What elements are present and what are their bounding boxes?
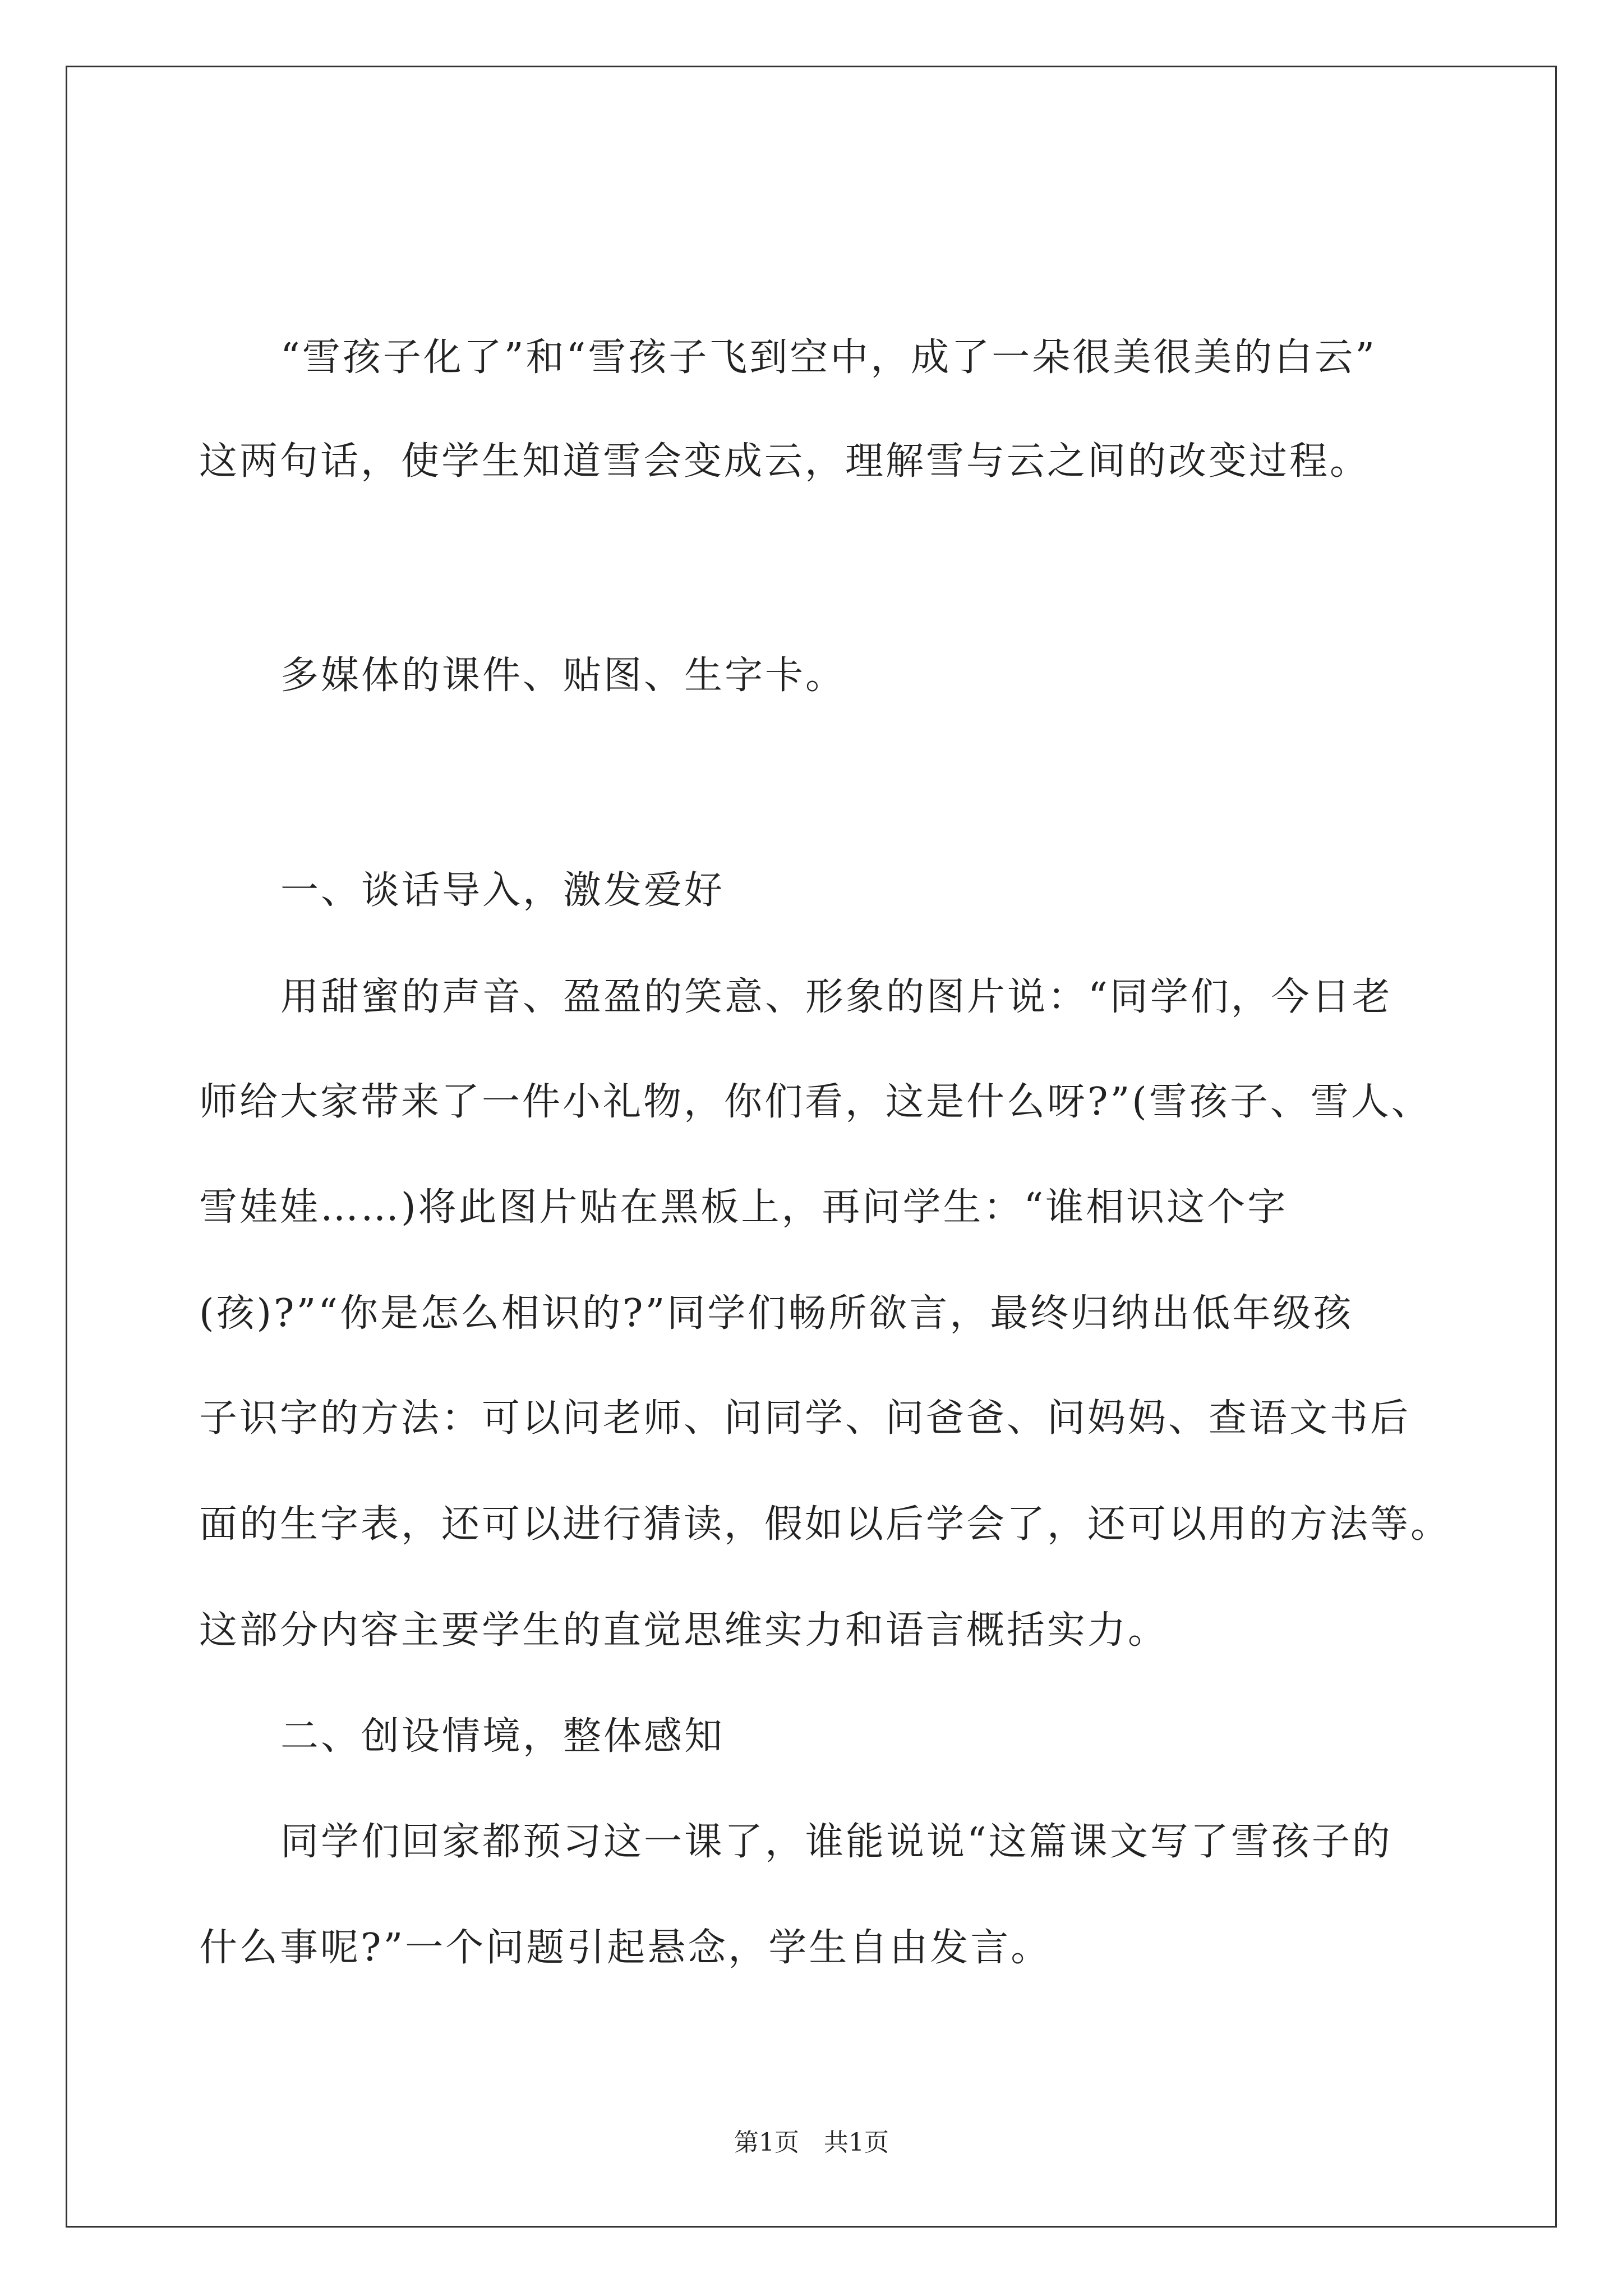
paragraph-3-line-5: 子识字的方法：可以问老师、问同学、问爸爸、问妈妈、查语文书后 (199, 1396, 1411, 1441)
paragraph-3-line-3: 雪娃娃……)将此图片贴在黑板上，再问学生：“谁相识这个字 (199, 1185, 1288, 1230)
paragraph-3-line-2: 师给大家带来了一件小礼物，你们看，这是什么呀?”(雪孩子、雪人、 (199, 1080, 1432, 1124)
paragraph-1-line-2: 这两句话，使学生知道雪会变成云，理解雪与云之间的改变过程。 (199, 439, 1371, 484)
page-border (66, 66, 1557, 2228)
page-footer: 第1页 共1页 (734, 2128, 889, 2157)
paragraph-3-line-1: 用甜蜜的声音、盈盈的笑意、形象的图片说：“同学们，今日老 (280, 975, 1393, 1019)
paragraph-3-line-6: 面的生字表，还可以进行猜读，假如以后学会了，还可以用的方法等。 (199, 1502, 1451, 1547)
paragraph-1-line-1: “雪孩子化了”和“雪孩子飞到空中，成了一朵很美很美的白云” (280, 335, 1377, 380)
paragraph-2: 多媒体的课件、贴图、生字卡。 (280, 654, 846, 698)
section-heading-2: 二、创设情境，整体感知 (280, 1714, 725, 1759)
paragraph-3-line-4: (孩)?”“你是怎么相识的?”同学们畅所欲言，最终归纳出低年级孩 (199, 1291, 1354, 1336)
section-heading-1: 一、谈话导入，激发爱好 (280, 868, 725, 913)
paragraph-4-line-1: 同学们回家都预习这一课了，谁能说说“这篇课文写了雪孩子的 (280, 1820, 1393, 1864)
paragraph-3-line-7: 这部分内容主要学生的直觉思维实力和语言概括实力。 (199, 1608, 1169, 1653)
paragraph-4-line-2: 什么事呢?”一个问题引起悬念，学生自由发言。 (199, 1926, 1052, 1970)
